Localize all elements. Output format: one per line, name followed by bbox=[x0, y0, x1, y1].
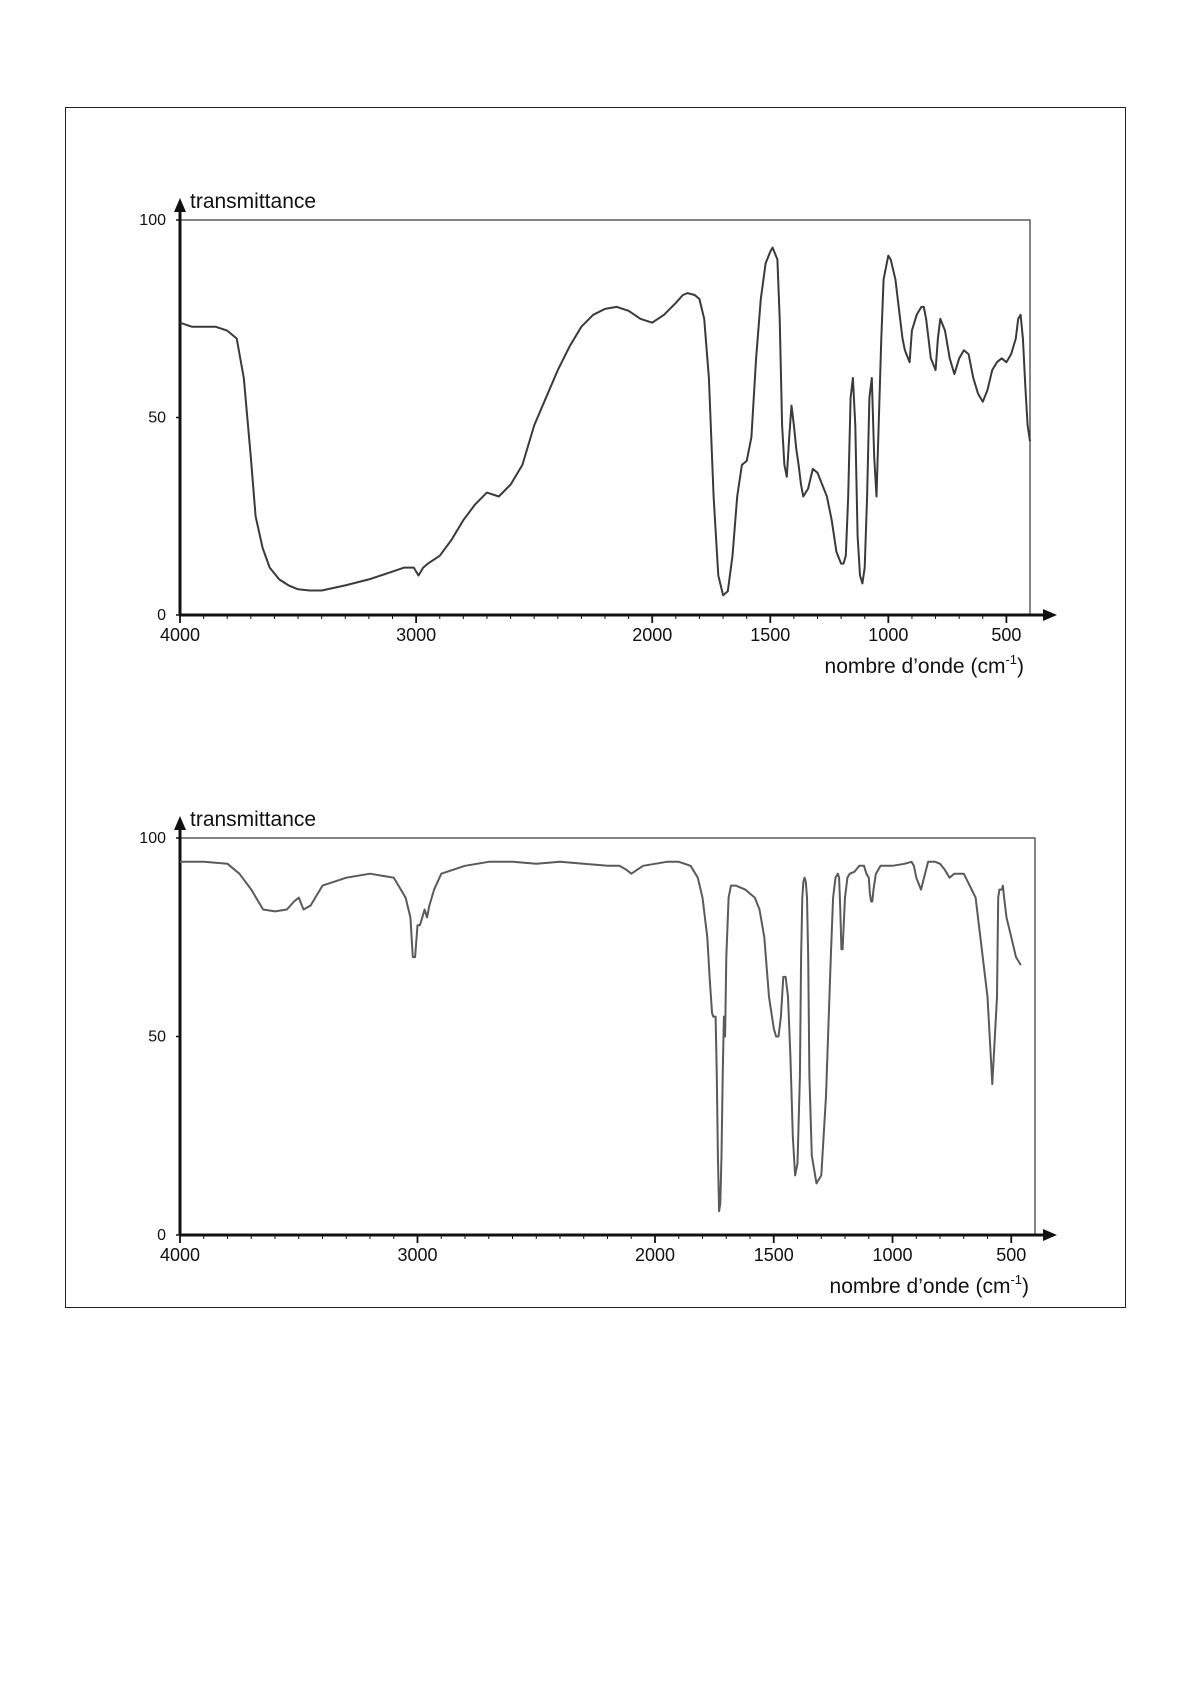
chart2-plot-box bbox=[180, 838, 1035, 1235]
chart2-x-tick-label: 3000 bbox=[397, 1245, 438, 1265]
chart1-x-tick-label: 4000 bbox=[159, 625, 201, 645]
chart2-x-axis-arrow bbox=[1043, 1229, 1057, 1241]
chart2-x-tick-label: 4000 bbox=[159, 1245, 201, 1265]
chart1-x-tick-label: 2000 bbox=[632, 625, 673, 645]
chart2-y-tick-label: 0 bbox=[157, 1227, 166, 1244]
chart1-y-tick-label: 100 bbox=[139, 212, 166, 229]
chart1-x-tick-label: 3000 bbox=[396, 625, 437, 645]
chart2-x-tick-label: 1500 bbox=[753, 1245, 794, 1265]
chart2-x-tick-label: 500 bbox=[996, 1245, 1027, 1265]
chart1-series-line bbox=[180, 248, 1030, 596]
chart1-y-axis-arrow bbox=[174, 198, 186, 212]
chart1-x-tick-label: 1000 bbox=[868, 625, 909, 645]
chart2-x-tick-label: 2000 bbox=[634, 1245, 676, 1265]
chart1-x-tick-label: 500 bbox=[991, 625, 1022, 645]
chart2-y-axis-arrow bbox=[174, 816, 186, 830]
chart1-x-axis-arrow bbox=[1043, 609, 1057, 621]
chart1-plot-box bbox=[180, 220, 1030, 615]
chart1-x-tick-label: 1500 bbox=[750, 625, 791, 645]
chart1-y-tick-label: 50 bbox=[148, 409, 166, 427]
chart1-x-axis-label: nombre d’onde $(cm^{-1})$ bbox=[824, 652, 1024, 678]
chart2-y-tick-label: 100 bbox=[139, 830, 166, 847]
chart1-y-tick-label: 0 bbox=[157, 607, 166, 624]
chart2-y-tick-label: 50 bbox=[148, 1028, 166, 1046]
chart1-y-axis-label: transmittance bbox=[190, 190, 317, 213]
ir-spectrum-1 bbox=[0, 180, 1190, 700]
chart2-x-tick-label: 1000 bbox=[872, 1245, 913, 1265]
chart2-x-axis-label: nombre d’onde $(cm^{-1})$ bbox=[829, 1272, 1029, 1298]
ir-spectrum-2 bbox=[0, 800, 1190, 1320]
chart2-y-axis-label: transmittance bbox=[190, 808, 317, 831]
chart2-series-line bbox=[180, 862, 1021, 1211]
